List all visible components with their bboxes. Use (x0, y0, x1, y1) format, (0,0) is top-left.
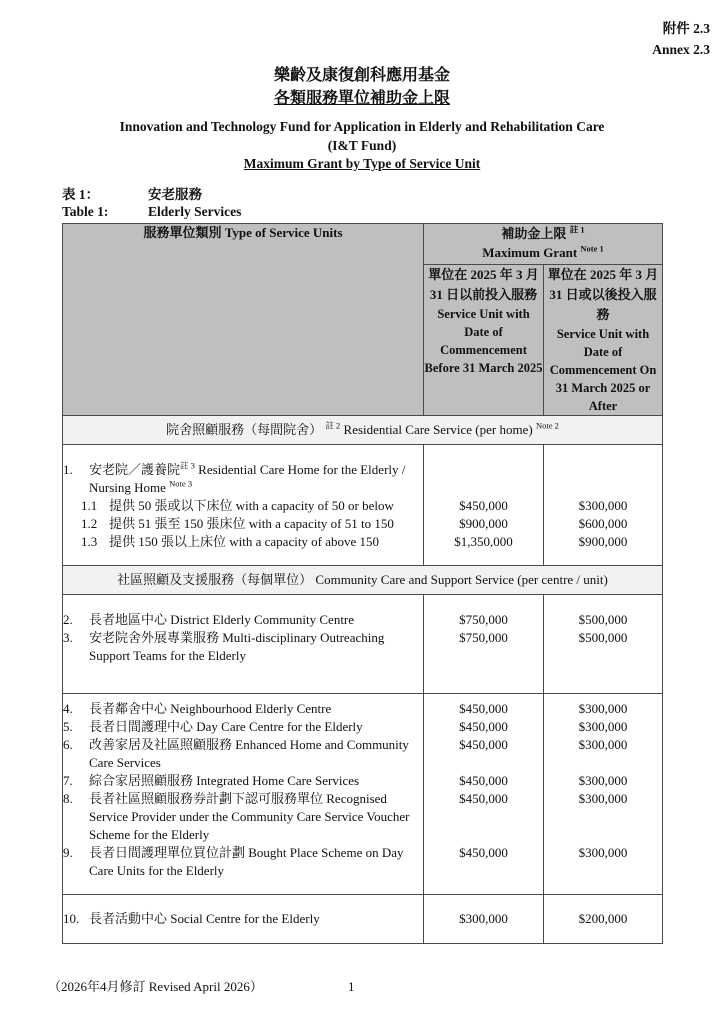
page-number: 1 (348, 979, 355, 994)
note-1-ref-zh: 註 1 (569, 224, 585, 235)
amount-after-cell: $900,000 (544, 533, 663, 566)
section-band-residential-care: 院舍照顧服務（每間院舍） $^{註 2}$ Residential Care Service (per home) $^{Note 2}$ (63, 415, 663, 444)
document-title-zh (0, 64, 724, 110)
annex-label (0, 0, 724, 60)
column-header-service-units: 服務單位類別 Type of Service Units (63, 223, 424, 415)
note-3-ref-zh: 註 3 (180, 460, 195, 471)
note-1-ref-en: Note 1 (580, 243, 604, 254)
item-number: 3. (63, 629, 73, 645)
item-number: 1. (63, 461, 73, 477)
table-caption-zh-label: 表 1： (62, 186, 100, 202)
table-row-item-10 (63, 894, 663, 943)
document-title-en (0, 118, 724, 174)
service-unit-item-3: 3. 安老院舍外展專業服務 Multi-disciplinary Outreaching Support Teams for the Elderly (63, 629, 385, 663)
amount-before-cell: $450,000 (424, 844, 544, 895)
revision-note: （2026年4月修訂 Revised April 2026） (48, 979, 263, 994)
amount-after-cell: $500,000 (544, 629, 663, 694)
item-number: 9. (63, 844, 73, 860)
maximum-grant-zh: 補助金上限 $^{註 1}$ (501, 224, 585, 241)
amount-after-cell: $300,000 (544, 718, 663, 736)
table-caption-en-label: Table 1: (62, 203, 109, 219)
amount-before-cell: $450,000 (424, 772, 544, 790)
annex-label-en: Annex 2.3 (652, 42, 710, 57)
item-number: 5. (63, 718, 73, 734)
title-zh-line2: 各類服務單位補助金上限 (273, 90, 450, 107)
table-row-item-6 (63, 736, 663, 772)
amount-before-cell: $300,000 (424, 894, 544, 943)
maximum-grant-en: Maximum Grant $^{Note 1}$ (482, 243, 604, 260)
amount-after-cell: $300,000 (544, 497, 663, 515)
table-caption (62, 186, 724, 220)
item-number: 1.2 (81, 515, 98, 531)
service-unit-item-10: 10. 長者活動中心 Social Centre for the Elderly (63, 910, 320, 926)
item-number: 7. (63, 772, 73, 788)
table-row-item-1-3 (63, 533, 663, 566)
amount-after-cell: $300,000 (544, 844, 663, 895)
item-number: 10. (63, 910, 80, 926)
item-number: 2. (63, 611, 73, 627)
table-row-item-2 (63, 594, 663, 629)
service-unit-item-8: 8. 長者社區照顧服務券計劃下認可服務單位 Recognised Service Provider under the Community Care Service Voucher Scheme for the Elderly (63, 790, 410, 842)
item-number: 6. (63, 736, 73, 752)
item-number: 8. (63, 790, 73, 806)
annex-label-zh: 附件 2.3 (662, 21, 710, 36)
service-unit-item-9: 9. 長者日間護理單位買位計劃 Bought Place Scheme on Day Care Units for the Elderly (63, 844, 404, 878)
column-header-before-date: 單位在 2025 年 3 月 31 日以前投入服務 Service Unit with Date of Commencement Before 31 March 2025 (424, 264, 544, 415)
amount-before-cell: $900,000 (424, 515, 544, 533)
title-zh-line1: 樂齡及康復創科應用基金 (273, 67, 450, 84)
column-header-on-or-after-date: 單位在 2025 年 3 月 31 日或以後投入服務 Service Unit with Date of Commencement On 31 March 2025 or After (544, 264, 663, 415)
table-row-item-1-2 (63, 515, 663, 533)
table-caption-zh (62, 186, 724, 203)
table-row-item-3 (63, 629, 663, 694)
item-number: 4. (63, 700, 73, 716)
amount-before-cell: $450,000 (424, 497, 544, 515)
title-en-line3: Maximum Grant by Type of Service Unit (243, 156, 481, 171)
item-number: 1.3 (81, 533, 98, 549)
amount-after-cell: $600,000 (544, 515, 663, 533)
table-row-item-1 (63, 444, 663, 497)
amount-before-cell: $750,000 (424, 594, 544, 629)
amount-after-cell: $300,000 (544, 790, 663, 844)
table-caption-en (62, 203, 724, 220)
service-unit-subitem-1-2: 1.2 提供 51 張至 150 張床位 with a capacity of 51 to 150 (81, 515, 394, 531)
amount-before-cell (424, 444, 544, 497)
table-caption-zh-value: 安老服務 (148, 186, 202, 202)
amount-before-cell: $450,000 (424, 736, 544, 772)
note-2-ref-en: Note 2 (535, 420, 559, 431)
amount-after-cell: $500,000 (544, 594, 663, 629)
amount-after-cell (544, 444, 663, 497)
amount-before-cell: $450,000 (424, 790, 544, 844)
table-row-item-5 (63, 718, 663, 736)
section-band-community-care: 社區照顧及支援服務（每個單位） Community Care and Support Service (per centre / unit) (63, 565, 663, 594)
service-unit-item-1: 1. 安老院／護養院$^{註 3}$ Residential Care Home for the Elderly / Nursing Home $^{Note 3}$ (63, 460, 406, 495)
service-unit-item-7: 7. 綜合家居照顧服務 Integrated Home Care Services (63, 772, 360, 788)
table-row-item-1-1 (63, 497, 663, 515)
amount-before-cell: $450,000 (424, 693, 544, 718)
service-unit-item-6: 6. 改善家居及社區照顧服務 Enhanced Home and Community Care Services (63, 736, 409, 770)
table-row-item-9 (63, 844, 663, 895)
service-unit-item-4: 4. 長者鄰舍中心 Neighbourhood Elderly Centre (63, 700, 332, 716)
service-unit-item-2: 2. 長者地區中心 District Elderly Community Centre (63, 611, 355, 627)
table-row-item-8 (63, 790, 663, 844)
column-header-maximum-grant (424, 223, 663, 264)
amount-before-cell: $1,350,000 (424, 533, 544, 566)
title-en-line2: (I&T Fund) (327, 137, 397, 153)
amount-after-cell: $300,000 (544, 693, 663, 718)
table-row-item-4 (63, 693, 663, 718)
service-unit-subitem-1-3: 1.3 提供 150 張以上床位 with a capacity of above 150 (81, 533, 380, 549)
amount-before-cell: $450,000 (424, 718, 544, 736)
service-unit-item-5: 5. 長者日間護理中心 Day Care Centre for the Elderly (63, 718, 363, 734)
amount-before-cell: $750,000 (424, 629, 544, 694)
maximum-grant-table (62, 223, 663, 944)
table-row-item-7 (63, 772, 663, 790)
table-caption-en-value: Elderly Services (148, 203, 242, 219)
amount-after-cell: $200,000 (544, 894, 663, 943)
amount-after-cell: $300,000 (544, 772, 663, 790)
note-3-ref-en: Note 3 (169, 478, 193, 489)
item-number: 1.1 (81, 497, 98, 513)
service-unit-subitem-1-1: 1.1 提供 50 張或以下床位 with a capacity of 50 or below (81, 497, 394, 513)
title-en-line1: Innovation and Technology Fund for Application in Elderly and Rehabilitation Care (119, 119, 605, 134)
note-2-ref-zh: 註 2 (325, 420, 341, 431)
amount-after-cell: $300,000 (544, 736, 663, 772)
